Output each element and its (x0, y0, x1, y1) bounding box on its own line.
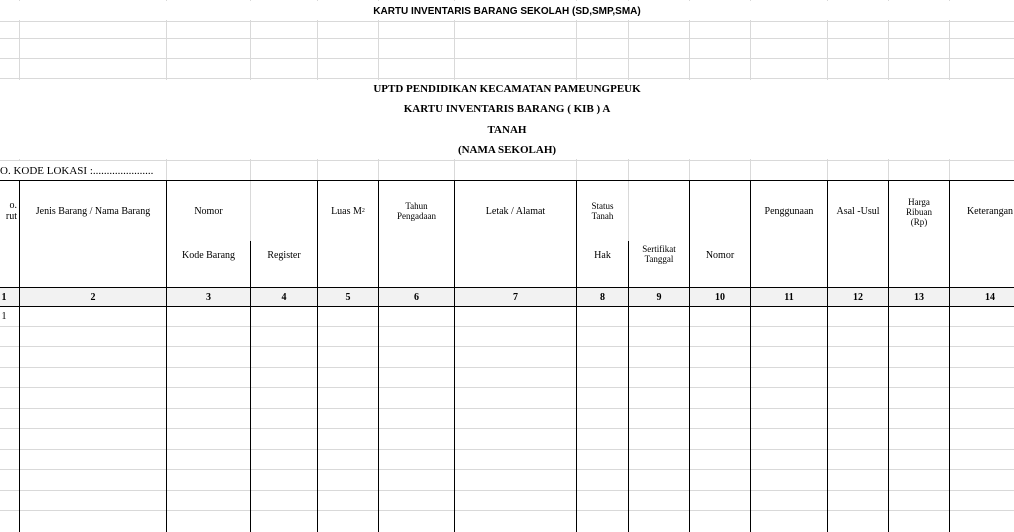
column-number: 7 (513, 291, 518, 303)
column-number: 2 (90, 291, 96, 303)
grid-row-line (0, 346, 1014, 347)
table-col-border (628, 241, 629, 532)
grid-row-line (0, 428, 1014, 429)
grid-row-line (0, 510, 1014, 511)
table-col-border (689, 180, 690, 532)
header-luas-text: Luas M (331, 205, 362, 217)
header-harga (889, 192, 949, 232)
table-col-border (250, 241, 251, 532)
header-no-urut-line2: rut (5, 211, 17, 222)
grid-row-line (0, 387, 1014, 388)
grid-row-line (0, 21, 1014, 22)
header-sertifikat-line1: Sertifikat (642, 244, 676, 254)
column-number: 11 (784, 291, 794, 303)
header-status-tanah (577, 198, 628, 224)
header-sertifikat (629, 241, 689, 267)
grid-row-line (0, 449, 1014, 450)
column-number: 10 (715, 291, 725, 303)
sheet-title: KARTU INVENTARIS BARANG SEKOLAH (SD,SMP,SMA) (373, 5, 641, 17)
column-number: 6 (414, 291, 419, 303)
table-col-border (454, 180, 455, 532)
agency-name: UPTD PENDIDIKAN KECAMATAN PAMEUNGPEUK (373, 82, 641, 95)
grid-row-line (0, 58, 1014, 59)
table-col-border (576, 180, 577, 532)
header-no-urut-line1: o. (9, 200, 17, 211)
row-number: 1 (1, 310, 7, 322)
header-penggunaan: Penggunaan (764, 205, 814, 217)
header-jenis-barang: Jenis Barang / Nama Barang (35, 205, 151, 217)
header-luas: Luas M 2 (331, 205, 365, 217)
school-name: (NAMA SEKOLAH) (457, 143, 557, 156)
column-number: 9 (656, 291, 662, 303)
form-title: KARTU INVENTARIS BARANG ( KIB ) A (403, 102, 611, 115)
column-number: 12 (853, 291, 863, 303)
table-col-border (750, 180, 751, 532)
header-sertifikat-nomor: Nomor (705, 249, 735, 261)
header-asal-usul: Asal -Usul (836, 205, 880, 217)
column-number: 4 (281, 291, 287, 303)
header-sertifikat-line2: Tanggal (644, 254, 674, 264)
table-col-border (827, 180, 828, 532)
header-keterangan: Keterangan (966, 205, 1014, 217)
grid-row-line (0, 326, 1014, 327)
location-code: O. KODE LOKASI :...................... (0, 164, 154, 177)
header-status-line2: Tanah (591, 211, 614, 221)
header-register: Register (267, 249, 301, 261)
table-col-border (19, 180, 20, 532)
header-letak-alamat: Letak / Alamat (485, 205, 546, 217)
grid-row-line (0, 78, 1014, 79)
asset-category: TANAH (487, 123, 527, 136)
column-number: 3 (206, 291, 211, 303)
table-border (0, 306, 1014, 307)
table-col-border (888, 180, 889, 532)
table-col-border (378, 180, 379, 532)
header-nomor: Nomor (194, 205, 223, 217)
header-tahun-line1: Tahun (405, 201, 428, 211)
header-tahun-pengadaan (379, 198, 454, 224)
column-number: 1 (1, 291, 7, 303)
grid-row-line (0, 408, 1014, 409)
column-number: 8 (600, 291, 605, 303)
grid-row-line (0, 469, 1014, 470)
grid-row-line (0, 367, 1014, 368)
table-border-top (0, 180, 1014, 181)
header-hak: Hak (594, 249, 611, 261)
header-no-urut (0, 198, 19, 224)
column-number: 13 (914, 291, 924, 303)
table-col-border (166, 180, 167, 532)
column-number: 5 (345, 291, 351, 303)
header-tahun-line2: Pengadaan (397, 211, 436, 221)
table-col-border (949, 180, 950, 532)
header-harga-line3: (Rp) (910, 217, 928, 227)
header-status-line1: Status (591, 201, 614, 211)
header-harga-line1: Harga (908, 197, 930, 207)
table-col-border (317, 180, 318, 532)
grid-row-line (0, 38, 1014, 39)
header-kode-barang: Kode Barang (181, 249, 236, 261)
header-harga-line2: Ribuan (906, 207, 932, 217)
column-number: 14 (985, 291, 995, 303)
grid-row-line (0, 490, 1014, 491)
